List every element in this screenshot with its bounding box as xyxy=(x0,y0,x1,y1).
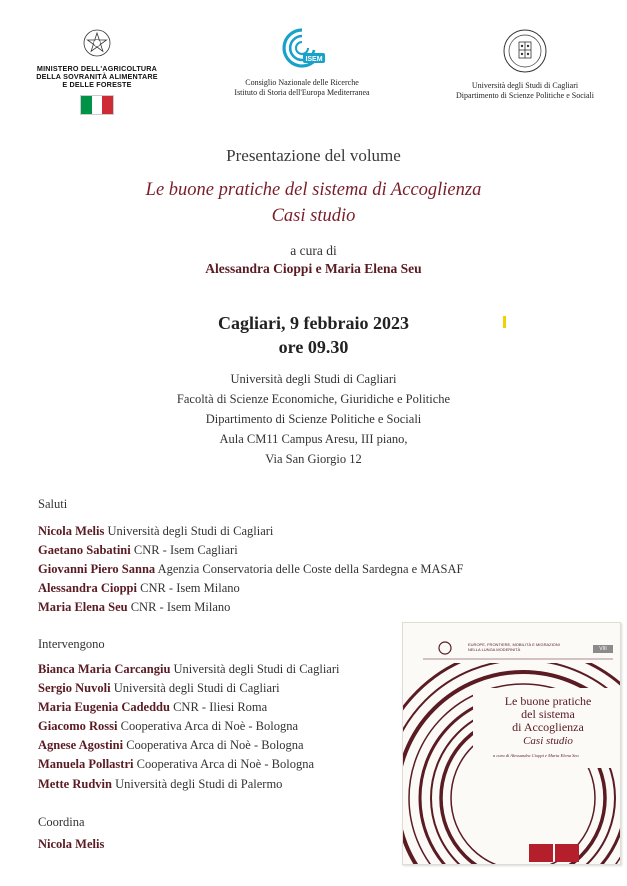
speaker-name: Gaetano Sabatini xyxy=(38,543,131,558)
speaker-name: Manuela Pollastri xyxy=(38,757,134,772)
saluti-label: Saluti xyxy=(38,497,68,511)
speaker-row xyxy=(38,717,339,736)
speaker-name: Bianca Maria Carcangiu xyxy=(38,662,171,676)
speaker-name: Sergio Nuvoli xyxy=(38,681,111,696)
book-cover-editors: a cura di Alessandra Cioppi e Maria Elena Seu xyxy=(493,753,579,758)
university-seal-icon xyxy=(502,28,548,74)
book-cover-title-line: del sistema xyxy=(521,707,575,721)
speaker-name: Maria Eugenia Cadeddu xyxy=(38,700,170,715)
speaker-affiliation: CNR - Isem Cagliari xyxy=(130,543,238,558)
book-cover-subtitle: Casi studio xyxy=(523,735,573,747)
speaker-affiliation: CNR - Isem Milano xyxy=(136,581,240,596)
intervengono-label: Intervengono xyxy=(38,637,105,651)
moderator-name: Nicola Melis xyxy=(38,837,105,851)
speaker-row xyxy=(38,698,339,717)
speaker-name: Giacomo Rossi xyxy=(38,719,118,734)
intro-heading: Presentazione del volume xyxy=(226,146,401,165)
speaker-affiliation: Cooperativa Arca di Noè - Bologna xyxy=(117,719,299,734)
speaker-row xyxy=(38,522,463,541)
speaker-row xyxy=(38,679,339,698)
speaker-affiliation: Cooperativa Arca di Noè - Bologna xyxy=(123,738,304,753)
speaker-row xyxy=(38,579,463,598)
unica-logo xyxy=(440,28,610,101)
venue-line: Via San Giorgio 12 xyxy=(265,452,362,466)
coordina-label: Coordina xyxy=(38,815,85,829)
venue-line: Aula CM11 Campus Aresu, III piano, xyxy=(219,432,408,446)
speaker-name: Nicola Melis xyxy=(38,524,105,538)
cnr-line: Consiglio Nazionale delle Ricerche xyxy=(245,78,359,87)
speaker-row xyxy=(38,598,463,617)
speaker-affiliation: Università degli Studi di Cagliari xyxy=(170,662,340,676)
isem-line: Istituto di Storia dell'Europa Mediterranea xyxy=(234,88,370,97)
department-line: Dipartimento di Scienze Politiche e Sociali xyxy=(456,91,594,100)
unica-name xyxy=(440,81,610,101)
italian-republic-emblem-icon xyxy=(82,28,112,58)
book-cover-title xyxy=(478,695,618,734)
cnr-isem-logo xyxy=(212,26,392,98)
book-cover-title-line: Le buone pratiche xyxy=(504,694,592,708)
speaker-name: Maria Elena Seu xyxy=(38,600,128,615)
book-series-line: EUROPE, FRONTIERE, MOBILITÀ E MIGRAZIONI xyxy=(468,642,560,647)
speaker-affiliation: Università degli Studi di Palermo xyxy=(111,776,283,791)
speaker-affiliation: Cooperativa Arca di Noè - Bologna xyxy=(133,757,314,772)
saluti-list xyxy=(38,522,463,617)
book-volume-number: VIII xyxy=(593,645,613,653)
event-date: Cagliari, 9 febbraio 2023 xyxy=(218,313,409,333)
book-series xyxy=(468,642,560,652)
venue-line: Facoltà di Scienze Economiche, Giuridiche e Politiche xyxy=(176,392,451,406)
venue-line: Dipartimento di Scienze Politiche e Sociali xyxy=(205,412,422,426)
speaker-row xyxy=(38,755,339,774)
editors-names: Alessandra Cioppi e Maria Elena Seu xyxy=(205,261,422,276)
mipaaf-logo xyxy=(22,28,172,115)
book-cover-title-line: di Accoglienza xyxy=(512,720,584,734)
ministry-name-line: DELLA SOVRANITÀ ALIMENTARE xyxy=(36,72,158,81)
italian-flag-icon xyxy=(80,95,114,115)
speaker-name: Agnese Agostini xyxy=(38,738,124,753)
yellow-marker xyxy=(503,316,506,328)
book-series-line: NELLA LUNGA MODERNITÀ xyxy=(468,647,521,652)
unica-line: Università degli Studi di Cagliari xyxy=(471,81,579,90)
book-title: Le buone pratiche del sistema di Accoglienza xyxy=(145,180,482,200)
book-cover-image xyxy=(402,622,621,865)
speaker-row xyxy=(38,736,339,755)
intervengono-list xyxy=(38,660,339,794)
editors-label: a cura di xyxy=(290,243,337,258)
venue-line: Università degli Studi di Cagliari xyxy=(230,372,397,386)
speaker-affiliation: CNR - Isem Milano xyxy=(127,600,231,615)
book-subtitle: Casi studio xyxy=(271,206,356,226)
speaker-affiliation: Università degli Studi di Cagliari xyxy=(110,681,280,696)
speaker-name: Mette Rudvin xyxy=(38,776,112,791)
speaker-name: Giovanni Piero Sanna xyxy=(38,562,156,577)
ministry-name xyxy=(22,65,172,89)
speaker-row xyxy=(38,560,463,579)
speaker-name: Alessandra Cioppi xyxy=(38,581,137,596)
isem-mark-text: ISEM xyxy=(305,56,323,63)
speaker-affiliation: Università degli Studi di Cagliari xyxy=(104,524,274,538)
speaker-row xyxy=(38,541,463,560)
venue-address xyxy=(0,369,627,469)
cnr-name xyxy=(212,78,392,98)
speaker-row xyxy=(38,775,339,794)
cnr-logo-icon xyxy=(277,26,327,70)
speaker-row xyxy=(38,660,339,679)
speaker-affiliation: Agenzia Conservatoria delle Coste della Sardegna e MASAF xyxy=(155,562,464,577)
event-time: ore 09.30 xyxy=(278,337,349,357)
ministry-name-line: MINISTERO DELL'AGRICOLTURA xyxy=(36,64,158,73)
speaker-affiliation: CNR - Iliesi Roma xyxy=(169,700,268,715)
ministry-name-line: E DELLE FORESTE xyxy=(62,80,132,89)
